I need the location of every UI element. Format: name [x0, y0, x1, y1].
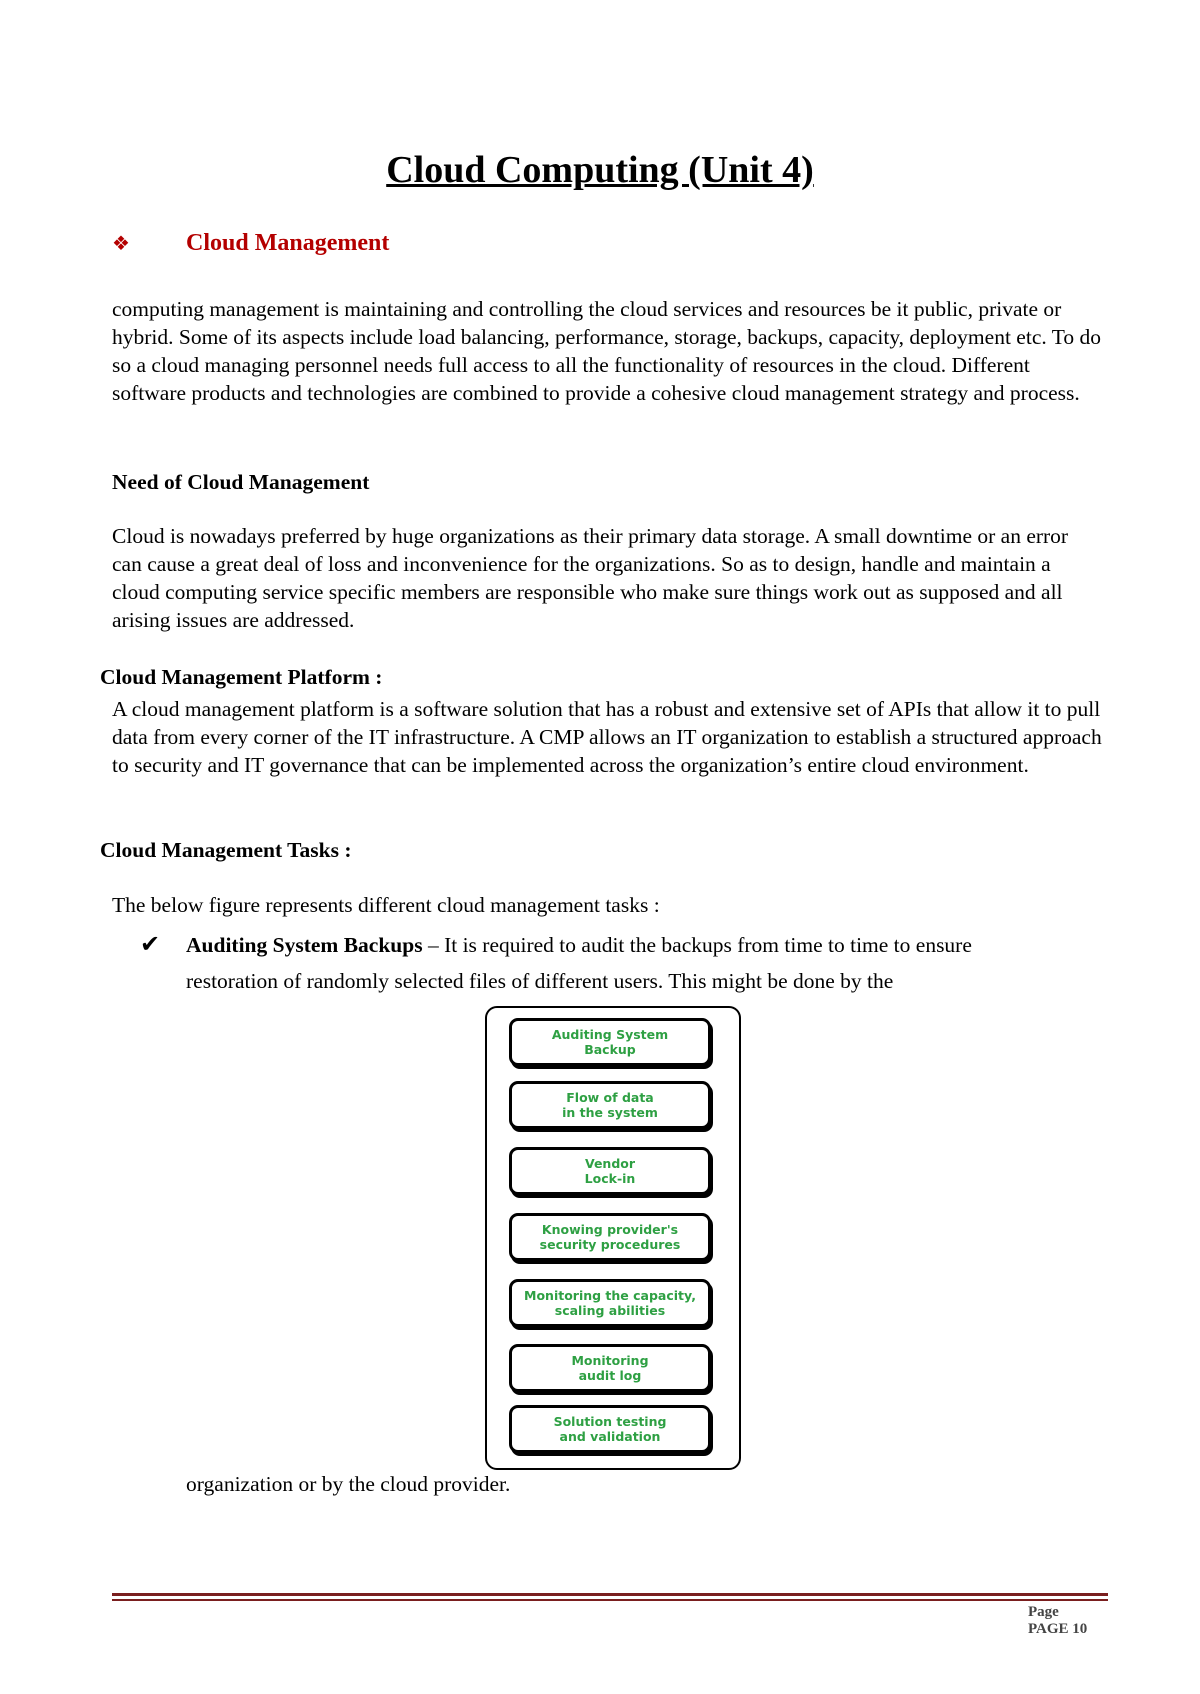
diamond-bullet-icon: ❖: [112, 231, 130, 255]
task-item-text: – It is required to audit the backups from time to time to ensure: [422, 933, 972, 957]
task-item-continuation: restoration of randomly selected files of different users. This might be done by the: [186, 969, 894, 993]
diagram-node: Solution testing and validation: [509, 1405, 711, 1453]
tasks-intro: The below figure represents different cloud management tasks :: [112, 893, 660, 917]
need-paragraph: Cloud is nowadays preferred by huge organizations as their primary data storage. A small downtime or an error can cause a great deal of loss and inconvenience for the organizations. So as to design, handle and maintain a cloud computing service specific members are responsible who make sure things work out as supposed and all arising issues are addressed.: [112, 524, 1069, 632]
task-item-auditing: [140, 926, 1100, 999]
need-heading: Need of Cloud Management: [112, 470, 370, 494]
page-title: Cloud Computing (Unit 4): [386, 149, 814, 191]
diagram-node: Flow of data in the system: [509, 1081, 711, 1129]
platform-paragraph: A cloud management platform is a software solution that has a robust and extensive set of APIs that allow it to pull data from every corner of the IT infrastructure. A CMP allows an IT organization to establish a structured approach to security and IT governance that can be implemented across the organization’s entire cloud environment.: [112, 697, 1102, 777]
diagram-node: Auditing System Backup: [509, 1018, 711, 1066]
page-number: [1028, 1604, 1087, 1638]
diagram-node: Monitoring audit log: [509, 1344, 711, 1392]
cloud-tasks-diagram: [485, 1006, 741, 1470]
diagram-node: Monitoring the capacity, scaling abilities: [509, 1279, 711, 1327]
checkmark-icon: ✔: [140, 930, 161, 958]
task-item-title: Auditing System Backups: [186, 933, 423, 957]
page-number-text: PAGE 10: [1028, 1621, 1088, 1637]
task-continuation: organization or by the cloud provider.: [186, 1472, 511, 1496]
footer-divider: [112, 1593, 1108, 1601]
platform-heading: Cloud Management Platform :: [100, 665, 383, 689]
tasks-heading: Cloud Management Tasks :: [100, 838, 352, 862]
diagram-node: Knowing provider's security procedures: [509, 1213, 711, 1261]
section-heading-text: Cloud Management: [186, 230, 390, 256]
diagram-node: Vendor Lock-in: [509, 1147, 711, 1195]
section-heading: [112, 230, 389, 257]
intro-paragraph: computing management is maintaining and controlling the cloud services and resources be it public, private or hybrid. Some of its aspects include load balancing, performance, storage, backups, capacity, deployment etc. To do so a cloud managing personnel needs full access to all the functionality of resources in the cloud. Different software products and technologies are combined to provide a cohesive cloud management strategy and process.: [112, 297, 1101, 405]
page-word: Page: [1028, 1604, 1059, 1620]
